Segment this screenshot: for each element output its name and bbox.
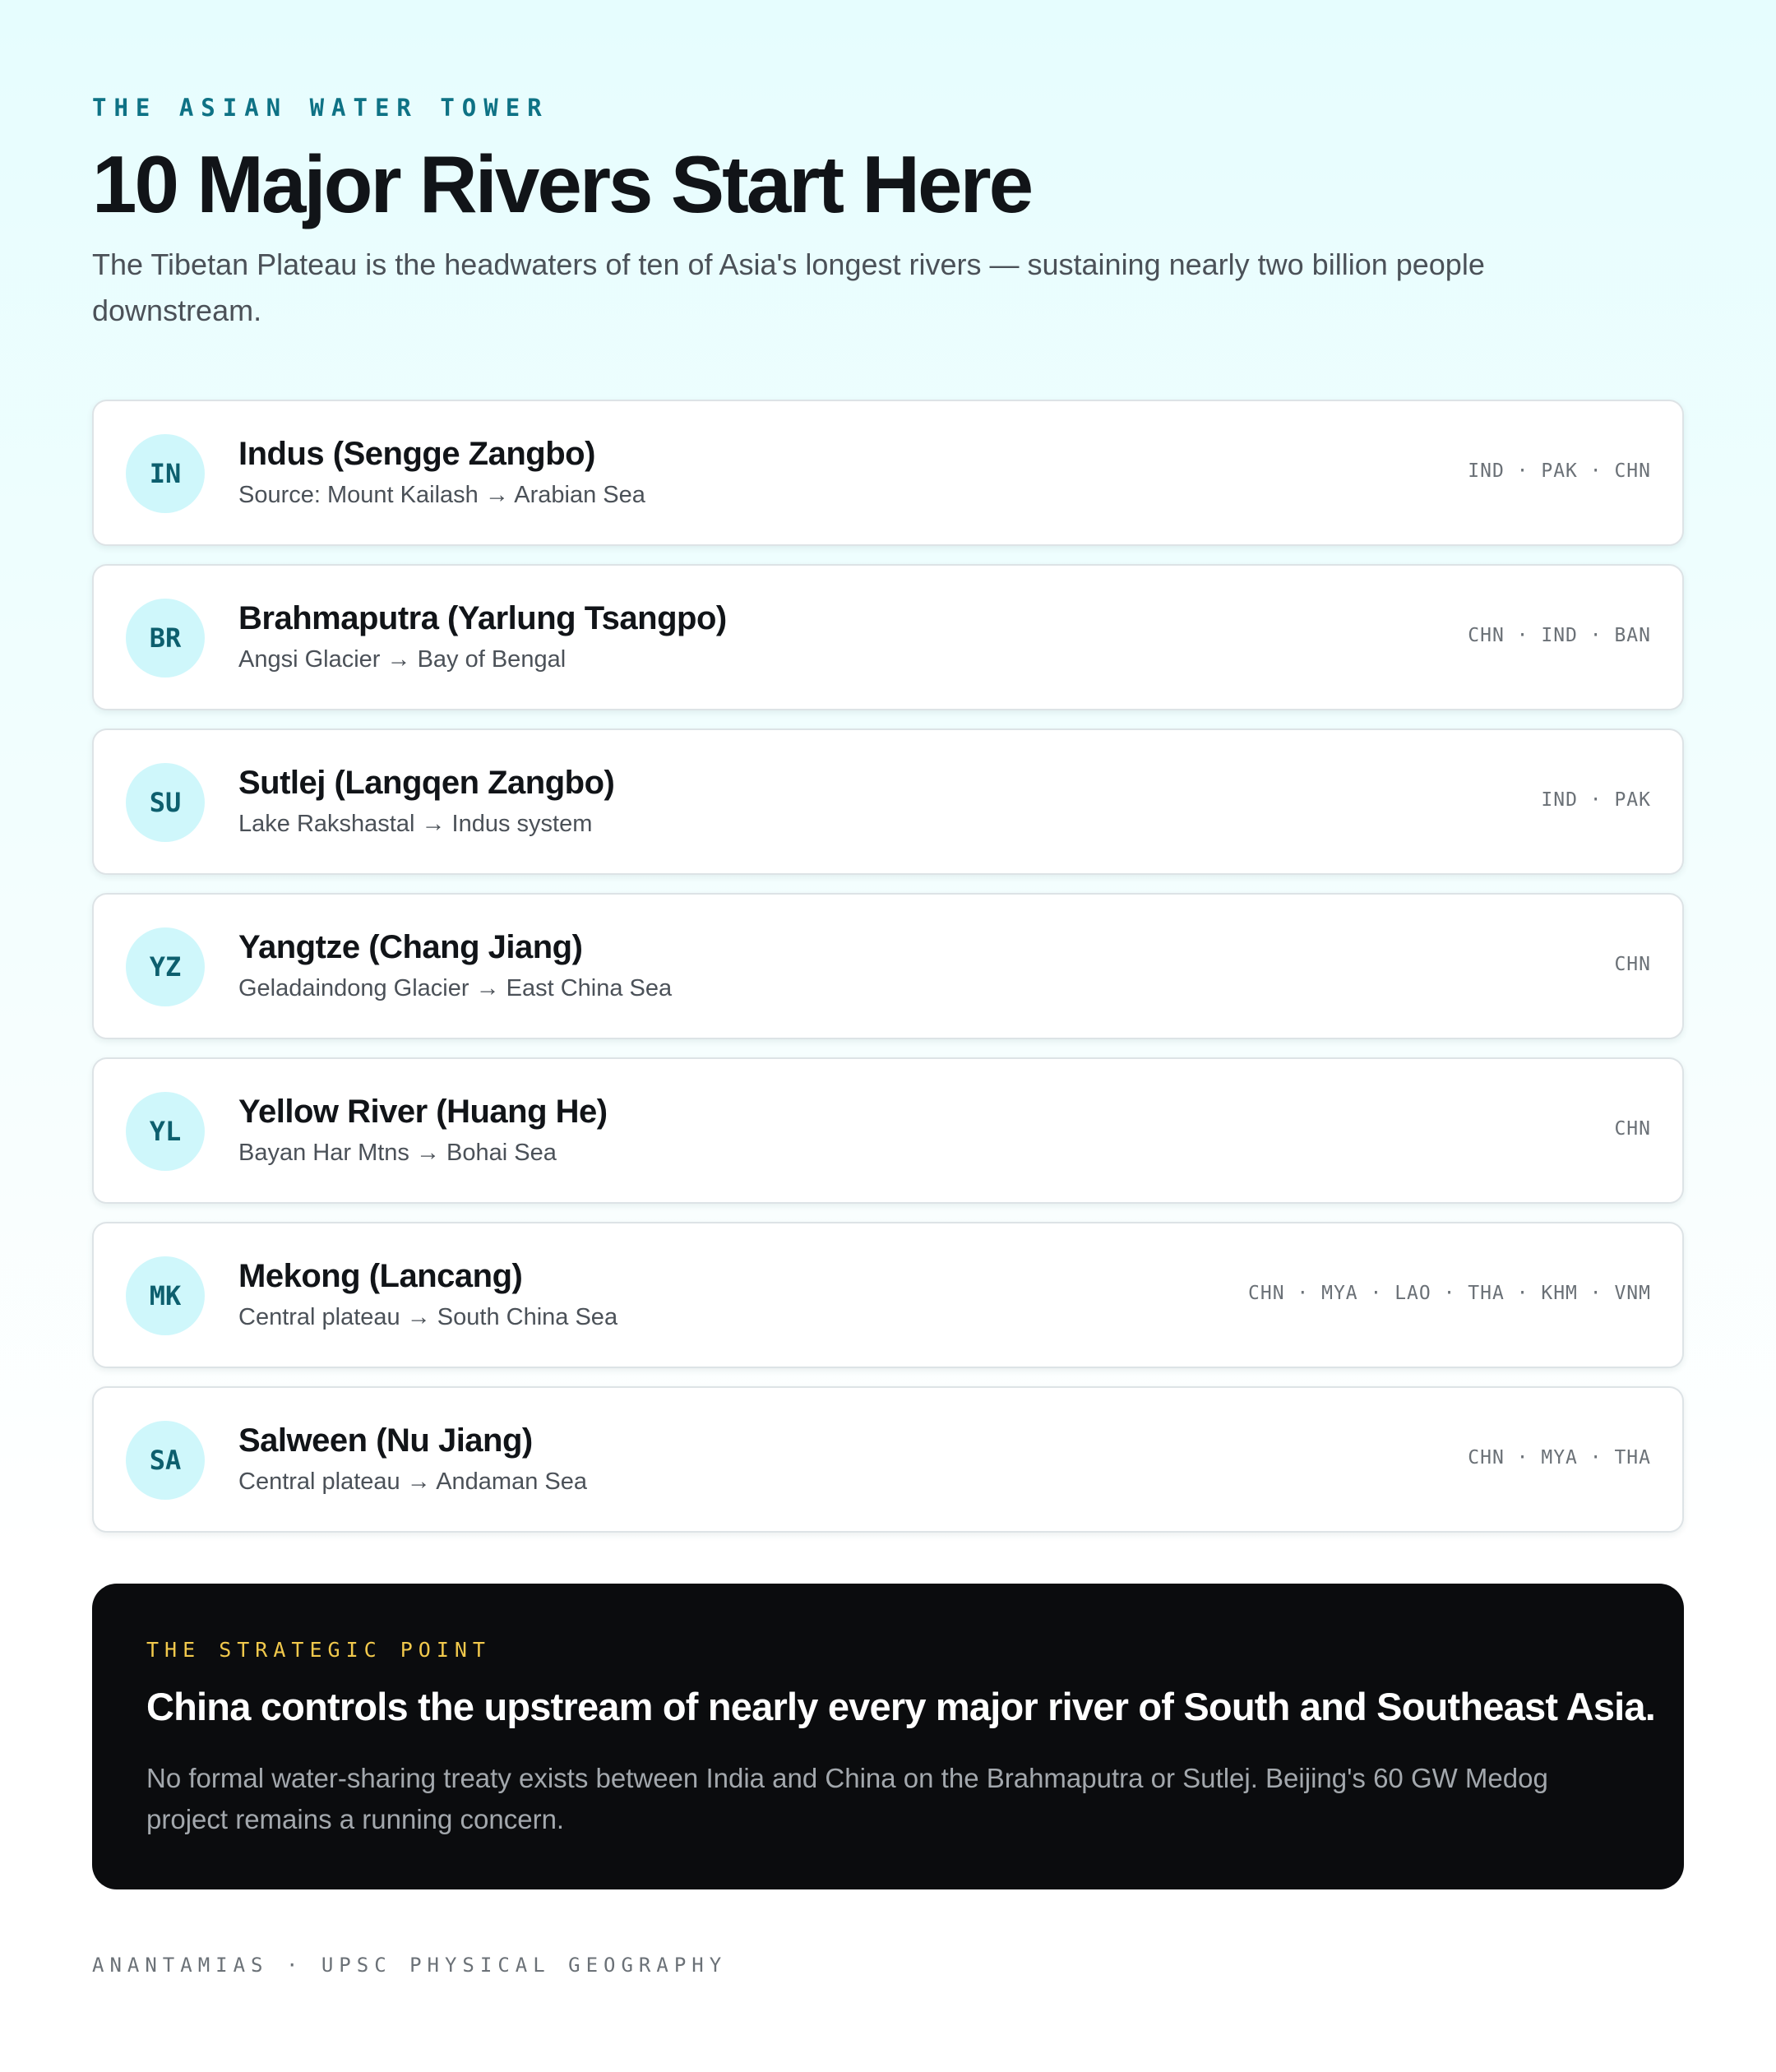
footer-credit: ANANTAMIAS · UPSC PHYSICAL GEOGRAPHY — [92, 1954, 728, 1977]
page-subtitle: The Tibetan Plateau is the headwaters of ten of Asia's longest rivers — sustaining nearly two billion people downstream. — [92, 247, 1485, 327]
river-name: Yangtze (Chang Jiang) — [238, 929, 583, 965]
river-route: Lake Rakshastal → Indus system — [238, 811, 593, 837]
river-badge: SU — [126, 763, 205, 842]
river-name: Indus (Sengge Zangbo) — [238, 436, 595, 472]
river-badge: MK — [126, 1256, 205, 1335]
river-card-yangtze — [92, 893, 1684, 1039]
river-badge: YL — [126, 1092, 205, 1171]
river-route: Bayan Har Mtns → Bohai Sea — [238, 1140, 557, 1166]
insight-headline: China controls the upstream of nearly every major river of South and Southeast Asia. — [146, 1685, 1656, 1728]
river-name: Brahmaputra (Yarlung Tsangpo) — [238, 600, 727, 636]
river-name: Mekong (Lancang) — [238, 1258, 523, 1294]
river-card-brahmaputra — [92, 564, 1684, 710]
river-card-mekong — [92, 1222, 1684, 1368]
river-route: Central plateau → South China Sea — [238, 1304, 618, 1330]
river-name: Salween (Nu Jiang) — [238, 1422, 533, 1459]
river-route: Source: Mount Kailash → Arabian Sea — [238, 482, 645, 508]
insight-body: No formal water-sharing treaty exists between India and China on the Brahmaputra or Sutlej. Beijing's 60 GW Medog project remains a running concern. — [146, 1763, 1548, 1834]
river-card-salween — [92, 1386, 1684, 1533]
eyebrow-label: THE ASIAN WATER TOWER — [92, 94, 549, 122]
river-card-yellow-river — [92, 1057, 1684, 1204]
river-card-indus — [92, 400, 1684, 546]
river-countries: CHN — [1614, 1118, 1651, 1140]
river-badge: BR — [126, 599, 205, 678]
page-title: 10 Major Rivers Start Here — [92, 139, 1032, 229]
river-countries: CHN — [1614, 954, 1651, 975]
river-countries: CHN · MYA · LAO · THA · KHM · VNM — [1248, 1283, 1651, 1304]
river-badge: SA — [126, 1421, 205, 1500]
river-countries: CHN · IND · BAN — [1468, 625, 1651, 646]
river-route: Geladaindong Glacier → East China Sea — [238, 975, 673, 1001]
insight-eyebrow: THE STRATEGIC POINT — [146, 1638, 491, 1662]
river-countries: CHN · MYA · THA — [1468, 1447, 1651, 1468]
river-countries: IND · PAK · CHN — [1468, 460, 1651, 482]
river-badge: IN — [126, 434, 205, 513]
river-badge: YZ — [126, 927, 205, 1006]
river-card-sutlej — [92, 728, 1684, 875]
river-countries: IND · PAK — [1541, 789, 1651, 811]
river-name: Yellow River (Huang He) — [238, 1094, 608, 1130]
strategic-point-panel — [92, 1584, 1684, 1889]
river-name: Sutlej (Langqen Zangbo) — [238, 765, 615, 801]
river-route: Central plateau → Andaman Sea — [238, 1468, 587, 1495]
river-route: Angsi Glacier → Bay of Bengal — [238, 646, 567, 673]
river-list — [92, 400, 1684, 1551]
